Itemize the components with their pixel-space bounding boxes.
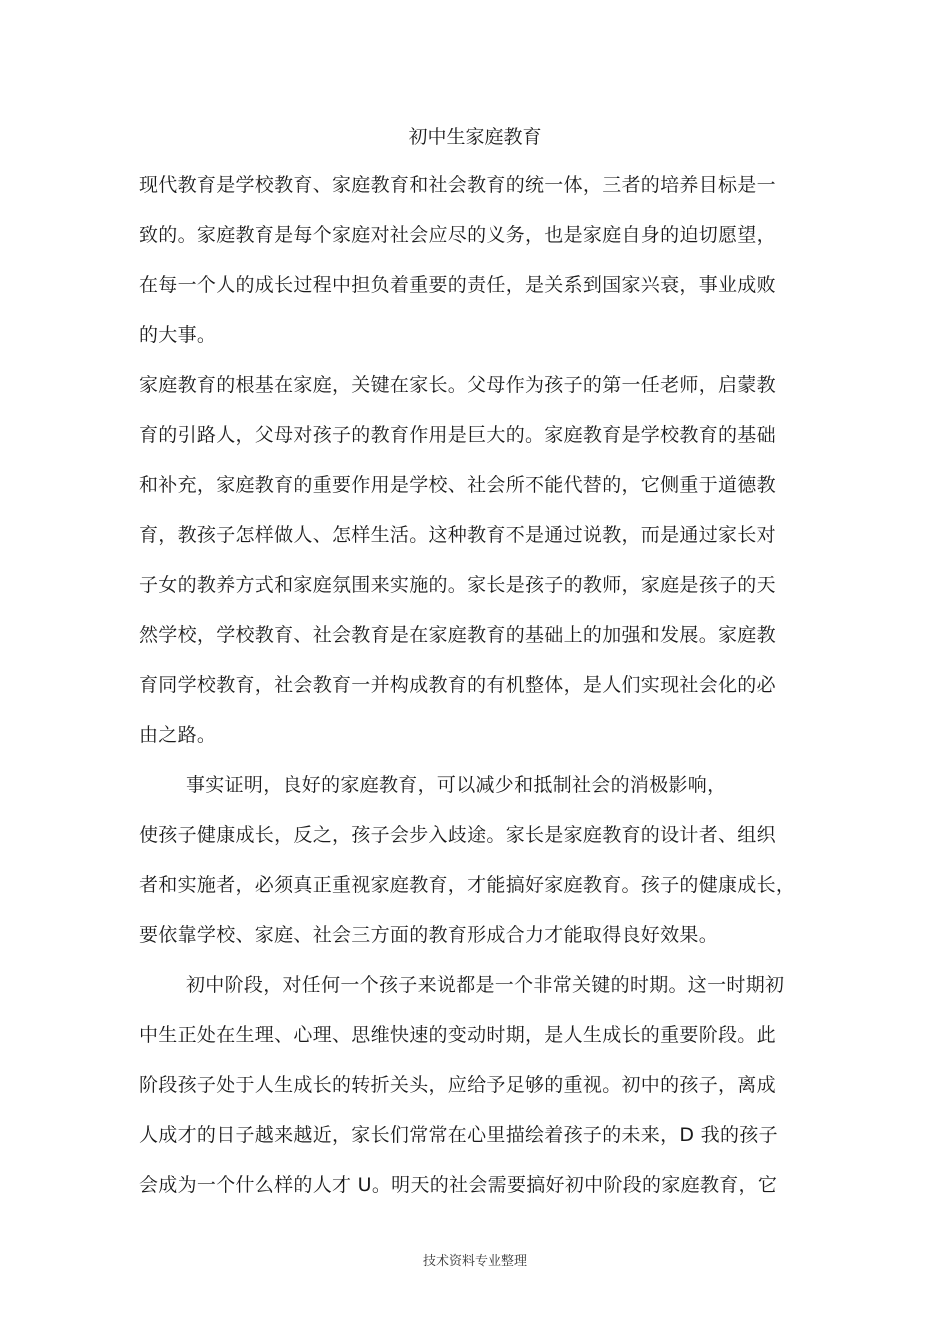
text-line: 要依靠学校、家庭、社会三方面的教育形成合力才能取得良好效果。 — [139, 924, 719, 946]
text-line: 的大事。 — [139, 324, 217, 346]
text-line: 家庭教育的根基在家庭，关键在家长。父母作为孩子的第一任老师，启蒙教 — [139, 374, 776, 396]
text-line: 初中阶段，对任何一个孩子来说都是一个非常关键的时期。这一时期初 — [186, 974, 785, 996]
text-line: 育同学校教育，社会教育一并构成教育的有机整体，是人们实现社会化的必 — [139, 674, 776, 696]
text-line: 由之路。 — [139, 724, 217, 746]
text-line: 阶段孩子处于人生成长的转折关头，应给予足够的重视。初中的孩子，离成 — [139, 1074, 776, 1096]
document-title: 初中生家庭教育 — [408, 126, 542, 148]
text-line: 使孩子健康成长，反之，孩子会步入歧途。家长是家庭教育的设计者、组织 — [139, 824, 776, 846]
text-line: 在每一个人的成长过程中担负着重要的责任，是关系到国家兴衰，事业成败 — [139, 274, 776, 296]
text-line: 会成为一个什么样的人才 U。明天的社会需要搞好初中阶段的家庭教育，它 — [139, 1174, 778, 1196]
text-line: 然学校，学校教育、社会教育是在家庭教育的基础上的加强和发展。家庭教 — [139, 624, 776, 646]
text-line: 者和实施者，必须真正重视家庭教育，才能搞好家庭教育。孩子的健康成长， — [139, 874, 796, 896]
text-line: 中生正处在生理、心理、思维快速的变动时期，是人生成长的重要阶段。此 — [139, 1024, 776, 1046]
text-line: 育，教孩子怎样做人、怎样生活。这种教育不是通过说教，而是通过家长对 — [139, 524, 776, 546]
text-line: 子女的教养方式和家庭氛围来实施的。家长是孩子的教师，家庭是孩子的天 — [139, 574, 776, 596]
text-line: 和补充，家庭教育的重要作用是学校、社会所不能代替的，它侧重于道德教 — [139, 474, 776, 496]
text-line: 致的。家庭教育是每个家庭对社会应尽的义务，也是家庭自身的迫切愿望， — [139, 224, 776, 246]
text-line: 育的引路人，父母对孩子的教育作用是巨大的。家庭教育是学校教育的基础 — [139, 424, 776, 446]
text-line: 人成才的日子越来越近，家长们常常在心里描绘着孩子的未来，D 我的孩子 — [139, 1124, 778, 1146]
text-line: 现代教育是学校教育、家庭教育和社会教育的统一体，三者的培养目标是一 — [139, 174, 776, 196]
page-footer: 技术资料专业整理 — [422, 1254, 527, 1269]
text-line: 事实证明，良好的家庭教育，可以减少和抵制社会的消极影响， — [186, 774, 727, 796]
